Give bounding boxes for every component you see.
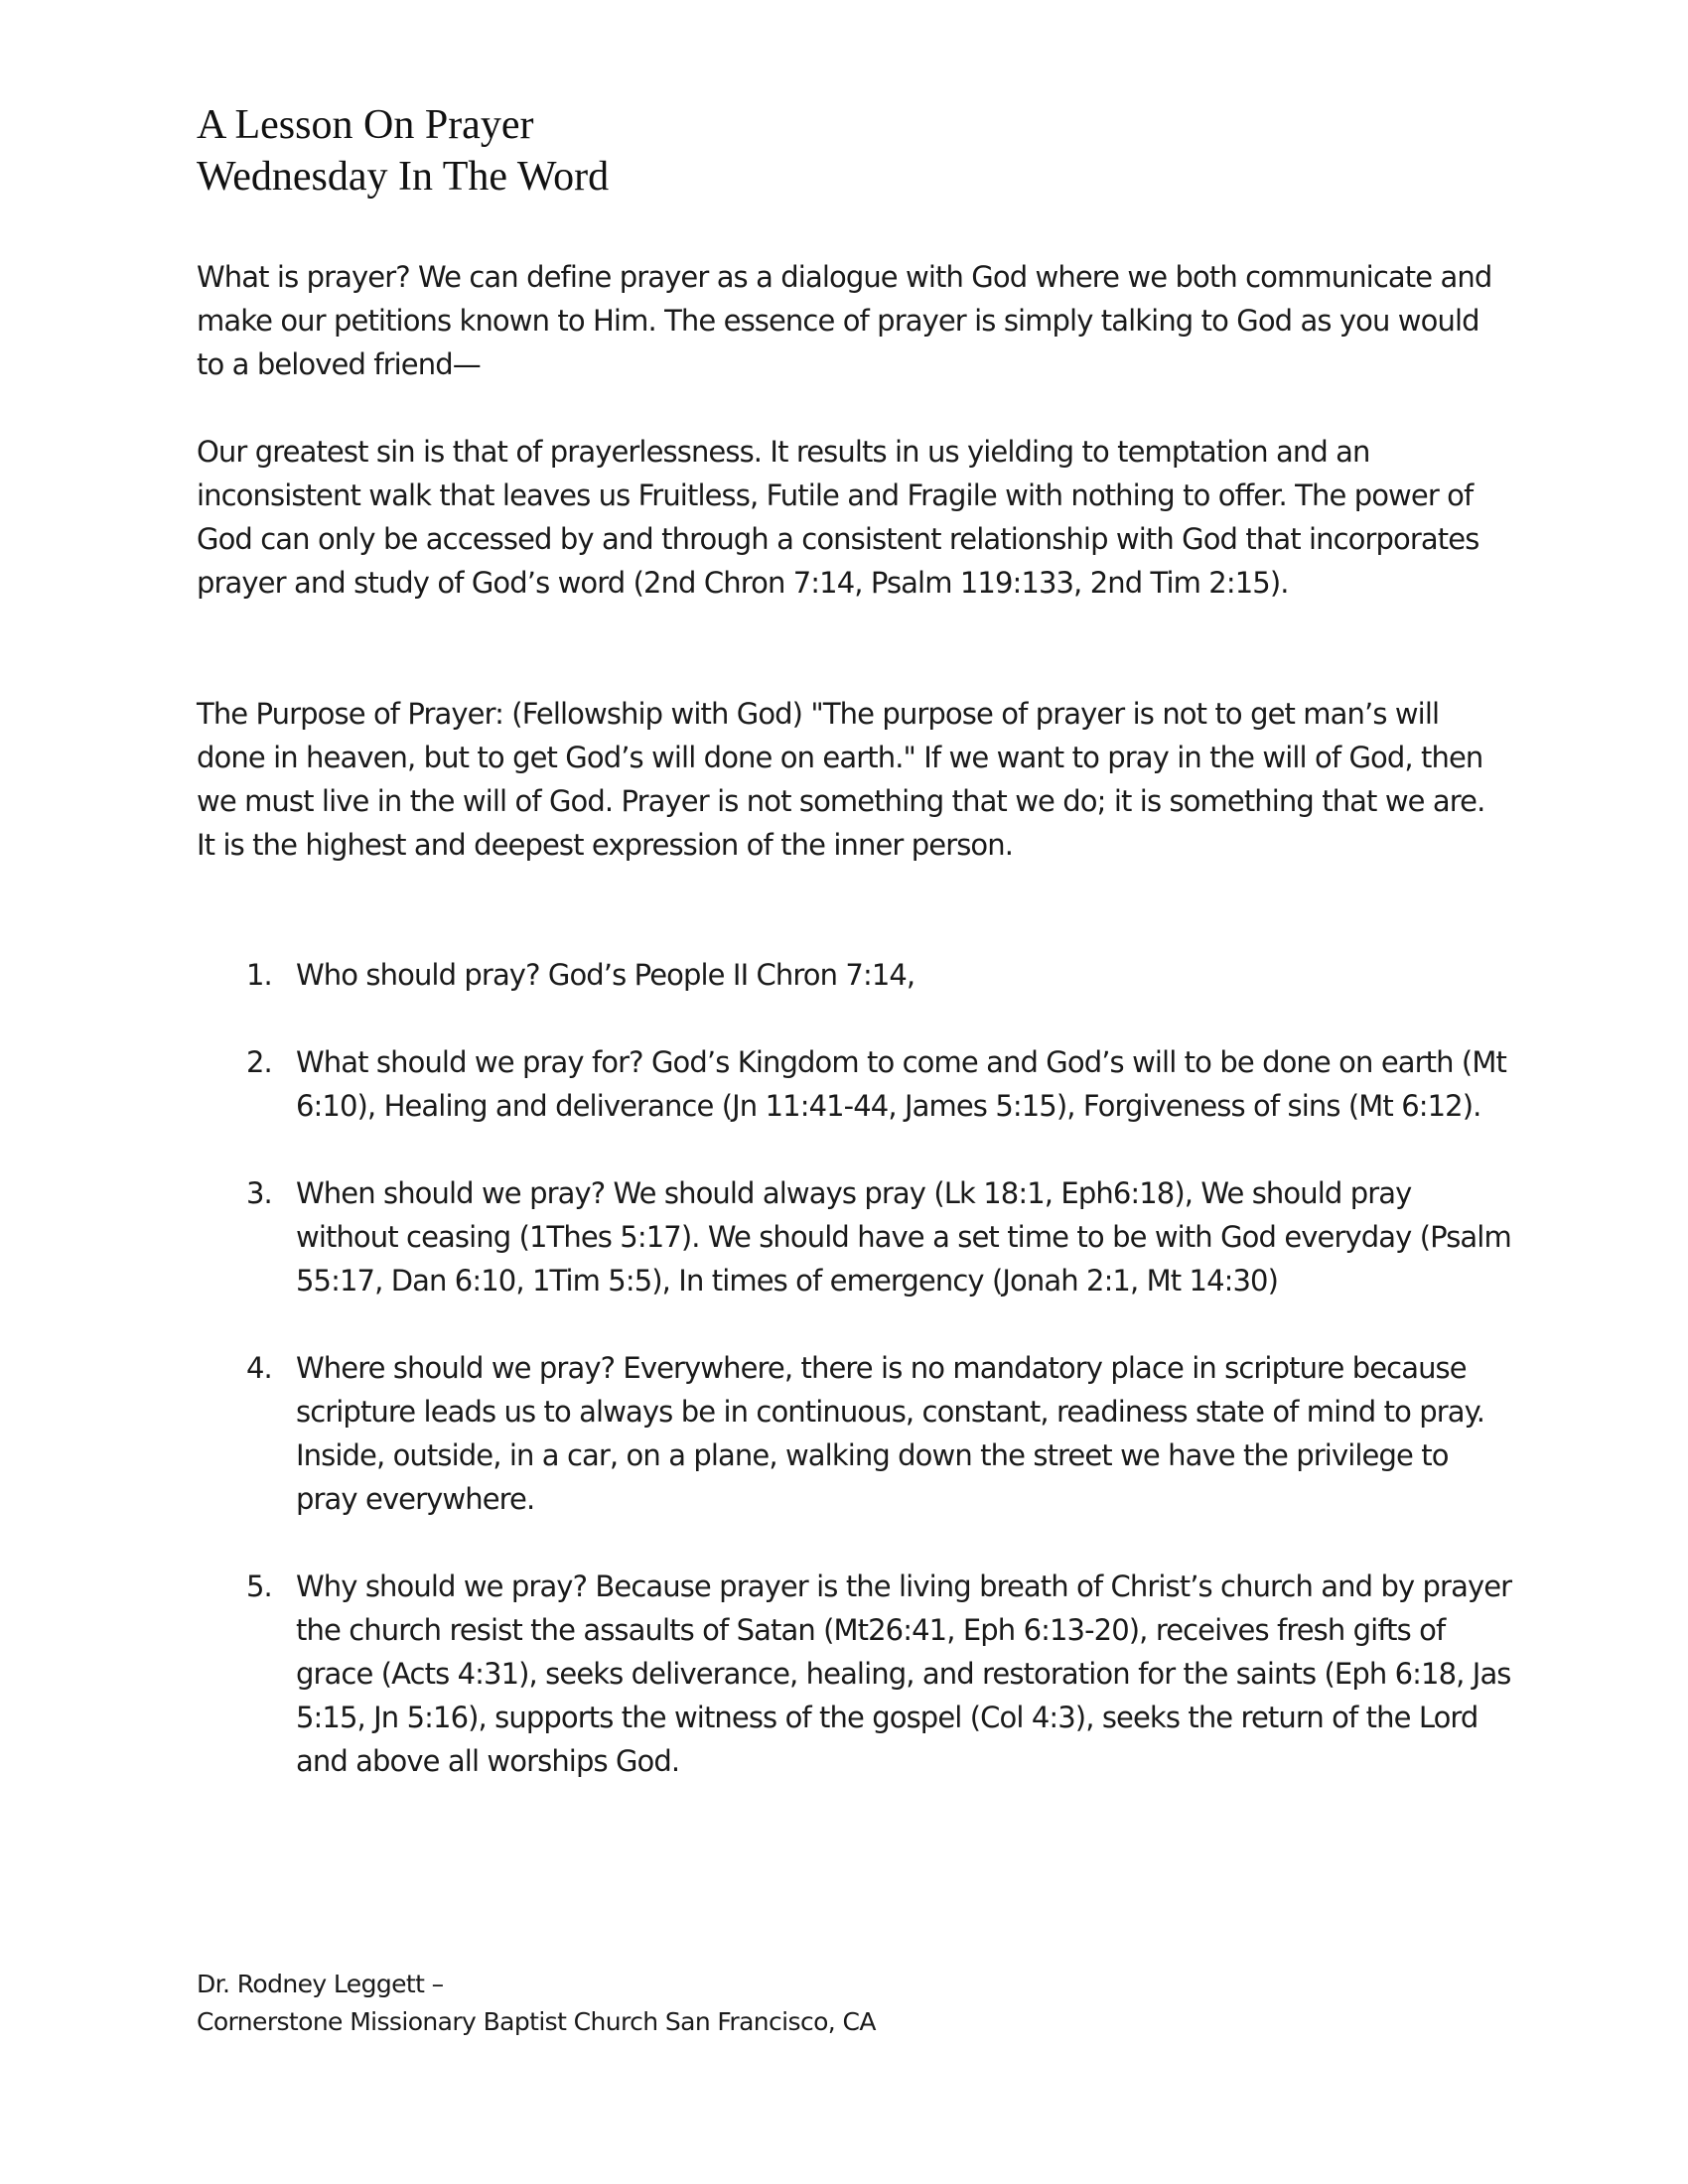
list-item: [197, 953, 1517, 997]
church-name: Cornerstone Missionary Baptist Church San Francisco, CA: [197, 2007, 876, 2036]
list-item-text: Who should pray? God’s People II Chron 7:14,: [296, 958, 915, 992]
list-item-text: Where should we pray? Everywhere, there is no mandatory place in scripture because scripture leads us to always be in continuous, constant, readiness state of mind to pray. Inside, outside, in a car, on a plane, walking down the street we have the privilege to pray everywhere.: [296, 1351, 1485, 1516]
list-item-number: 3.: [246, 1176, 272, 1210]
paragraph-prayerlessness: Our greatest sin is that of prayerlessness. It results in us yielding to temptation and an inconsistent walk that leaves us Fruitless, Futile and Fragile with nothing to offer. The power of God can only be accessed by and through a consistent relationship with God that incorporates prayer and study of God’s word (2nd Chron 7:14, Psalm 119:133, 2nd Tim 2:15).: [197, 435, 1479, 600]
document-title: [197, 99, 609, 203]
list-item-number: 2.: [246, 1045, 272, 1079]
list-item: [197, 1565, 1517, 1783]
list-item-text: What should we pray for? God’s Kingdom to come and God’s will to be done on earth (Mt 6:10), Healing and deliverance (Jn 11:41-44, James 5:15), Forgiveness of sins (Mt 6:12).: [296, 1045, 1506, 1123]
list-item-number: 4.: [246, 1351, 272, 1385]
prayer-questions-list: [197, 953, 1517, 1827]
list-item: [197, 1171, 1517, 1302]
list-item-text: Why should we pray? Because prayer is the living breath of Christ’s church and by prayer the church resist the assaults of Satan (Mt26:41, Eph 6:13-20), receives fresh gifts of grace (Acts 4:31), seeks deliverance, healing, and restoration for the saints (Eph 6:18, Jas 5:15, Jn 5:16), supports the witness of the gospel (Col 4:3), seeks the return of the Lord and above all worships God.: [296, 1570, 1512, 1778]
list-item-text: When should we pray? We should always pray (Lk 18:1, Eph6:18), We should pray without ceasing (1Thes 5:17). We should have a set time to be with God everyday (Psalm 55:17, Dan 6:10, 1Tim 5:5), In times of emergency (Jonah 2:1, Mt 14:30): [296, 1176, 1511, 1297]
title-line-lesson: A Lesson On Prayer: [197, 102, 534, 148]
list-item: [197, 1346, 1517, 1521]
list-item-number: 5.: [246, 1570, 272, 1603]
list-item-number: 1.: [246, 958, 272, 992]
paragraph-purpose-of-prayer: The Purpose of Prayer: (Fellowship with God) "The purpose of prayer is not to get man’s will done in heaven, but to get God’s will done on earth." If we want to pray in the will of God, then we must live in the will of God. Prayer is not something that we do; it is something that we are. It is the highest and deepest expression of the inner person.: [197, 697, 1485, 862]
paragraph-what-is-prayer: What is prayer? We can define prayer as a dialogue with God where we both communicate and make our petitions known to Him. The essence of prayer is simply talking to God as you would to a beloved friend—: [197, 260, 1492, 381]
author-name: Dr. Rodney Leggett –: [197, 1970, 444, 1998]
title-line-series: Wednesday In The Word: [197, 154, 610, 200]
list-item: [197, 1040, 1517, 1128]
author-footer: [197, 1966, 876, 2041]
